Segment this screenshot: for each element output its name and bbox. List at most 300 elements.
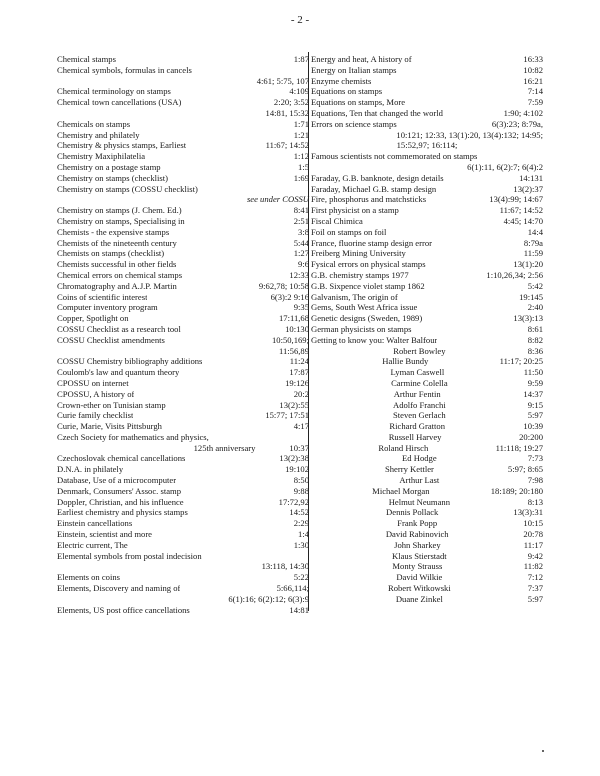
entry-topic: Freiberg Mining University xyxy=(311,248,406,259)
entry-topic: Copper, Spotlight on xyxy=(57,313,129,324)
entry-topic: Genetic designs (Sweden, 1989) xyxy=(311,313,423,324)
entry-reference: 15:52,97; 16:114; xyxy=(396,140,458,151)
entry-topic: Elements, Discovery and naming of xyxy=(57,583,181,594)
entry-topic: Chemistry Maxiphilatelia xyxy=(57,151,146,162)
index-entry xyxy=(57,400,309,411)
entry-reference: 5:97 xyxy=(527,410,543,421)
index-entry xyxy=(311,97,543,108)
entry-reference: 10:121; 12:33, 13(1):20, 13(4):132; 14:95; xyxy=(396,129,543,140)
entry-reference: 7:59 xyxy=(527,97,543,108)
entry-topic: Fysical errors on physical stamps xyxy=(311,259,426,270)
entry-topic: Energy on Italian stamps xyxy=(311,64,397,75)
index-entry xyxy=(57,248,309,259)
entry-topic: Fire, phosphorus and matchsticks xyxy=(311,194,427,205)
entry-reference: 6(3):23; 8:79a, xyxy=(491,118,543,129)
entry-reference: 4:17 xyxy=(293,421,309,432)
entry-topic: Chemistry on stamps (COSSU checklist) xyxy=(57,183,198,194)
entry-reference: 1:71 xyxy=(293,118,309,129)
entry-topic: COSSU Chemistry bibliography additions xyxy=(57,356,203,367)
reference-continuation xyxy=(57,76,309,87)
index-entry xyxy=(311,313,543,324)
person-entry xyxy=(311,378,543,389)
entry-reference: 14:4 xyxy=(527,226,543,237)
entry-topic: Chemical stamps xyxy=(57,54,116,64)
index-entry xyxy=(57,356,309,367)
person-name: Roland Hirsch xyxy=(378,442,429,453)
person-name: Richard Gratton xyxy=(389,421,446,432)
entry-reference: 6(3):2 9:16 xyxy=(270,291,309,302)
index-entry xyxy=(311,54,543,65)
entry-reference: 9:35 xyxy=(293,302,309,313)
entry-reference: see under COSSU xyxy=(246,194,309,205)
index-entry xyxy=(311,324,543,335)
person-name: Hallie Bundy xyxy=(382,356,429,367)
entry-topic: Chemistry on a postage stamp xyxy=(57,161,161,172)
entry-topic: Einstein cancellations xyxy=(57,518,133,529)
entry-reference: 7:14 xyxy=(527,86,543,97)
person-entry xyxy=(311,421,543,432)
entry-reference: 10:37 xyxy=(289,442,309,453)
entry-topic: Curie, Marie, Visits Pittsburgh xyxy=(57,421,162,432)
index-entry xyxy=(57,162,309,173)
index-entry xyxy=(57,281,309,292)
entry-reference: 13(2):38 xyxy=(279,453,309,464)
entry-topic: Galvanism, The origin of xyxy=(311,291,398,302)
entry-topic: Equations, Ten that changed the world xyxy=(311,107,443,118)
index-entry xyxy=(311,216,543,227)
entry-reference: 11:17 xyxy=(523,539,543,550)
index-entry xyxy=(57,335,309,346)
entry-reference: 9:62,78; 10:58 xyxy=(258,280,309,291)
entry-reference: 1:90; 4:102 xyxy=(503,107,543,118)
reference-continuation xyxy=(57,346,309,357)
index-entry xyxy=(57,497,309,508)
entry-reference: 1:12 xyxy=(293,151,309,162)
entry-reference: 19:102 xyxy=(285,464,309,475)
entry-reference: 6(1):11, 6(2):7; 6(4):2 xyxy=(467,161,543,172)
entry-topic: Chemical town cancellations (USA) xyxy=(57,97,182,108)
entry-reference: 14:81 xyxy=(289,604,309,615)
person-entry xyxy=(311,551,543,562)
entry-topic: Earliest chemistry and physics stamps xyxy=(57,507,188,518)
entry-topic: Czechoslovak chemical cancellations xyxy=(57,453,186,464)
entry-topic: COSSU Checklist amendments xyxy=(57,334,165,345)
scan-speck xyxy=(542,750,544,752)
entry-topic: Chemistry on stamps, Specialising in xyxy=(57,215,185,226)
entry-topic: Chemists successful in other fields xyxy=(57,259,177,270)
person-entry xyxy=(311,518,543,529)
index-entry xyxy=(311,205,543,216)
entry-topic: Chemists on stamps (checklist) xyxy=(57,248,165,259)
entry-topic: Denmark, Consumers' Assoc. stamp xyxy=(57,485,181,496)
entry-topic: Coulomb's law and quantum theory xyxy=(57,367,180,378)
entry-topic: Chromatography and A.J.P. Martin xyxy=(57,280,177,291)
index-entry xyxy=(57,389,309,400)
entry-reference: 13(1):20 xyxy=(513,259,543,270)
index-entry xyxy=(57,270,309,281)
entry-reference: 1:87 xyxy=(293,54,309,64)
entry-topic: G.B. chemistry stamps 1977 xyxy=(311,269,409,280)
index-entry xyxy=(311,248,543,259)
entry-reference: 20:2 xyxy=(293,388,309,399)
entry-topic: Famous scientists not commemorated on stamps xyxy=(311,151,478,162)
entry-topic: Czech Society for mathematics and physics, xyxy=(57,431,209,442)
reference-continuation xyxy=(311,162,543,173)
person-entry xyxy=(311,410,543,421)
index-entry xyxy=(311,292,543,303)
entry-topic: Computer inventory program xyxy=(57,302,158,313)
entry-reference: 11:67; 14:52 xyxy=(265,140,309,151)
index-entry xyxy=(57,410,309,421)
index-entry xyxy=(57,184,309,195)
entry-reference: 5:97; 8:65 xyxy=(507,464,543,475)
entry-reference: 5:44 xyxy=(293,237,309,248)
entry-topic: Equations on stamps, More xyxy=(311,97,406,108)
entry-reference: 7:12 xyxy=(527,572,543,583)
entry-reference: 11:24 xyxy=(289,356,309,367)
person-entry xyxy=(311,540,543,551)
index-entry xyxy=(311,194,543,205)
entry-reference: 1:5 xyxy=(298,161,309,172)
index-entry xyxy=(57,421,309,432)
index-entry xyxy=(311,302,543,313)
index-entry-continuation xyxy=(57,443,309,454)
reference-continuation xyxy=(57,594,309,605)
entry-reference: 10:15 xyxy=(523,518,543,529)
entry-topic: Chemists of the nineteenth century xyxy=(57,237,177,248)
entry-reference: 5:97 xyxy=(527,593,543,604)
person-name: Sherry Kettler xyxy=(384,464,434,475)
entry-reference: 14:52 xyxy=(289,507,309,518)
person-entry xyxy=(311,572,543,583)
index-entry xyxy=(57,378,309,389)
entry-topic: Chemists - the expensive stamps xyxy=(57,226,170,237)
entry-topic: Curie family checklist xyxy=(57,410,134,421)
entry-reference: 16:33 xyxy=(523,54,543,64)
index-entry xyxy=(57,313,309,324)
entry-reference: 11:59 xyxy=(523,248,543,259)
reference-continuation xyxy=(57,561,309,572)
person-name: Klaus Stierstadt xyxy=(392,550,447,561)
index-entry xyxy=(57,529,309,540)
person-entry xyxy=(311,356,543,367)
reference-continuation xyxy=(57,108,309,119)
entry-reference: 9:15 xyxy=(527,399,543,410)
entry-topic: Equations on stamps xyxy=(311,86,383,97)
index-entry xyxy=(57,605,309,616)
entry-reference: 14:37 xyxy=(523,388,543,399)
entry-topic: Enzyme chemists xyxy=(311,75,372,86)
index-entry xyxy=(311,270,543,281)
index-entry xyxy=(57,432,309,443)
index-entry xyxy=(57,486,309,497)
index-entry xyxy=(57,324,309,335)
entry-topic: Chemistry and philately xyxy=(57,129,140,140)
entry-reference: 13(3):13 xyxy=(513,313,543,324)
index-entry xyxy=(57,54,309,65)
entry-reference: 5:66,114; xyxy=(276,583,309,594)
entry-reference: 13:118, 14:30 xyxy=(261,561,309,572)
index-entry xyxy=(311,173,543,184)
entry-topic: D.N.A. in philately xyxy=(57,464,124,475)
entry-reference: 19:126 xyxy=(285,377,309,388)
index-entry xyxy=(311,65,543,76)
entry-topic: Errors on science stamps xyxy=(311,118,397,129)
person-name: Arthur Last xyxy=(399,475,440,486)
person-entry xyxy=(311,400,543,411)
person-entry xyxy=(311,453,543,464)
index-entry xyxy=(57,464,309,475)
index-entry xyxy=(311,335,543,346)
person-entry xyxy=(311,507,543,518)
index-entry xyxy=(311,76,543,87)
entry-reference: 11:67; 14:52 xyxy=(499,205,543,216)
entry-topic: German physicists on stamps xyxy=(311,323,412,334)
entry-reference: 3:8 xyxy=(298,226,309,237)
index-entry xyxy=(57,238,309,249)
index-entry xyxy=(311,151,543,162)
entry-topic: Elements, US post office cancellations xyxy=(57,604,190,615)
entry-topic: Electric current, The xyxy=(57,539,128,550)
index-entry xyxy=(57,453,309,464)
entry-topic: Coins of scientific interest xyxy=(57,291,148,302)
entry-reference: 9:42 xyxy=(527,550,543,561)
entry-topic: G.B. Sixpence violet stamp 1862 xyxy=(311,280,425,291)
entry-reference: 6(1):16; 6(2):12; 6(3):9 xyxy=(228,593,309,604)
index-entry xyxy=(57,292,309,303)
person-entry xyxy=(311,443,543,454)
entry-reference: 9:6 xyxy=(298,259,309,270)
entry-reference: 15:77; 17:51 xyxy=(265,410,309,421)
index-entry xyxy=(57,583,309,594)
entry-reference: 8:36 xyxy=(527,345,543,356)
index-entry xyxy=(311,119,543,130)
index-column-right xyxy=(311,54,543,605)
index-entry xyxy=(57,65,309,76)
index-entry xyxy=(57,507,309,518)
entry-reference: 13(2):37 xyxy=(513,183,543,194)
entry-reference: 18:189; 20:180 xyxy=(490,485,543,496)
index-entry xyxy=(57,140,309,151)
index-entry xyxy=(311,184,543,195)
person-name: Dennis Pollack xyxy=(386,507,439,518)
entry-topic: Chemical terminology on stamps xyxy=(57,86,171,97)
entry-topic: Chemistry on stamps (J. Chem. Ed.) xyxy=(57,205,182,216)
entry-reference: 8:50 xyxy=(293,475,309,486)
entry-reference: 1:69 xyxy=(293,172,309,183)
entry-reference: 16:21 xyxy=(523,75,543,86)
entry-topic: Faraday, Michael G.B. stamp design xyxy=(311,183,437,194)
index-entry xyxy=(57,173,309,184)
index-entry xyxy=(57,86,309,97)
entry-topic: CPOSSU on internet xyxy=(57,377,129,388)
entry-topic: Database, Use of a microcomputer xyxy=(57,475,177,486)
person-name: Monty Strauss xyxy=(392,561,443,572)
entry-topic: Crown-ether on Tunisian stamp xyxy=(57,399,166,410)
entry-reference: 20:200 xyxy=(519,431,543,442)
entry-topic: Chemical symbols, formulas in cancels xyxy=(57,64,192,75)
person-name: Russell Harvey xyxy=(388,431,442,442)
entry-reference: 5:42 xyxy=(527,280,543,291)
entry-reference: 7:73 xyxy=(527,453,543,464)
index-entry xyxy=(57,302,309,313)
person-entry xyxy=(311,497,543,508)
entry-topic: Gems, South West Africa issue xyxy=(311,302,418,313)
entry-reference: 8:79a xyxy=(523,237,543,248)
entry-reference: 17:87 xyxy=(289,367,309,378)
entry-reference: 1:30 xyxy=(293,539,309,550)
entry-reference: 5:22 xyxy=(293,572,309,583)
person-name: Carmine Colella xyxy=(391,377,448,388)
entry-reference: 17:11,68 xyxy=(279,313,309,324)
index-entry xyxy=(57,227,309,238)
index-entry xyxy=(57,551,309,562)
entry-reference: 14:131 xyxy=(519,172,543,183)
entry-topic: Getting to know you: Walter Balfour xyxy=(311,334,438,345)
index-entry xyxy=(57,205,309,216)
entry-topic: Chemistry & physics stamps, Earliest xyxy=(57,140,187,151)
person-entry xyxy=(311,529,543,540)
entry-topic: Elemental symbols from postal indecision xyxy=(57,550,202,561)
entry-reference: 8:61 xyxy=(527,323,543,334)
entry-topic: Energy and heat, A history of xyxy=(311,54,412,64)
index-entry xyxy=(311,86,543,97)
entry-reference: 4:45; 14:70 xyxy=(503,215,543,226)
person-entry xyxy=(311,432,543,443)
index-entry xyxy=(57,259,309,270)
entry-topic: France, fluorine stamp design error xyxy=(311,237,432,248)
index-entry xyxy=(311,281,543,292)
entry-topic: Chemicals on stamps xyxy=(57,118,131,129)
index-entry xyxy=(311,238,543,249)
person-name: Adolfo Franchi xyxy=(392,399,446,410)
entry-reference: 2:20; 3:52 xyxy=(273,97,309,108)
entry-topic: COSSU Checklist as a research tool xyxy=(57,323,181,334)
index-entry xyxy=(57,475,309,486)
entry-topic: Doppler, Christian, and his influence xyxy=(57,496,184,507)
person-entry xyxy=(311,486,543,497)
reference-continuation xyxy=(311,140,543,151)
person-name: David Wilkie xyxy=(396,572,443,583)
person-name: Frank Popp xyxy=(397,518,438,529)
index-entry xyxy=(311,227,543,238)
entry-reference: 4:61; 5:75, 107 xyxy=(256,75,309,86)
entry-topic-continuation: 125th anniversary xyxy=(193,442,256,453)
person-name: Ed Hodge xyxy=(402,453,437,464)
reference-continuation xyxy=(57,194,309,205)
entry-reference: 1:10,26,34; 2:56 xyxy=(486,269,543,280)
entry-reference: 4:109 xyxy=(289,86,309,97)
entry-reference: 11:17; 20:25 xyxy=(499,356,543,367)
entry-reference: 11:82 xyxy=(523,561,543,572)
entry-reference: 13(4):99; 14:67 xyxy=(489,194,543,205)
entry-topic: Chemistry on stamps (checklist) xyxy=(57,172,168,183)
person-name: Robert Bowley xyxy=(393,345,446,356)
entry-reference: 2:40 xyxy=(527,302,543,313)
entry-reference: 10:82 xyxy=(523,64,543,75)
entry-topic: Einstein, scientist and more xyxy=(57,529,152,540)
entry-reference: 8:13 xyxy=(527,496,543,507)
entry-topic: Faraday, G.B. banknote, design details xyxy=(311,172,444,183)
person-name: Duane Zinkel xyxy=(395,593,443,604)
entry-reference: 14:81, 15:32 xyxy=(265,107,309,118)
entry-reference: 1:21 xyxy=(293,129,309,140)
index-entry xyxy=(57,367,309,378)
index-entry xyxy=(57,119,309,130)
entry-reference: 2:51 xyxy=(293,215,309,226)
entry-reference: 8:41 xyxy=(293,205,309,216)
person-name: Helmut Neumann xyxy=(388,496,451,507)
entry-topic: Elements on coins xyxy=(57,572,121,583)
entry-topic: First physicist on a stamp xyxy=(311,205,399,216)
entry-reference: 7:98 xyxy=(527,475,543,486)
person-name: Michael Morgan xyxy=(372,485,430,496)
person-entry xyxy=(311,594,543,605)
entry-reference: 7:37 xyxy=(527,583,543,594)
entry-reference: 19:145 xyxy=(519,291,543,302)
entry-reference: 9:59 xyxy=(527,377,543,388)
person-entry xyxy=(311,583,543,594)
entry-reference: 10:130 xyxy=(285,323,309,334)
index-entry xyxy=(57,97,309,108)
person-name: Arthur Fentin xyxy=(393,388,441,399)
entry-topic: Foil on stamps on foil xyxy=(311,226,387,237)
index-entry xyxy=(57,518,309,529)
person-name: Steven Gerlach xyxy=(392,410,446,421)
entry-reference: 8:82 xyxy=(527,334,543,345)
page-number: - 2 - xyxy=(290,14,310,26)
person-name: David Rabinovich xyxy=(385,529,449,540)
entry-reference: 1:27 xyxy=(293,248,309,259)
entry-topic: CPOSSU, A history of xyxy=(57,388,135,399)
entry-reference: 12:33 xyxy=(289,269,309,280)
entry-reference xyxy=(539,151,543,162)
entry-reference: 9:88 xyxy=(293,485,309,496)
entry-reference: 2:29 xyxy=(293,518,309,529)
index-entry xyxy=(57,151,309,162)
index-column-left xyxy=(57,54,309,615)
entry-reference: 10:39 xyxy=(523,421,543,432)
person-entry xyxy=(311,367,543,378)
entry-topic: Chemical errors on chemical stamps xyxy=(57,269,183,280)
entry-reference: 13(2):55 xyxy=(279,399,309,410)
index-entry xyxy=(57,216,309,227)
index-entry xyxy=(57,572,309,583)
person-entry xyxy=(311,389,543,400)
entry-reference: 1:4 xyxy=(298,529,309,540)
entry-reference: 10:50,169; xyxy=(271,334,309,345)
person-entry xyxy=(311,346,543,357)
person-entry xyxy=(311,475,543,486)
person-name: Lyman Caswell xyxy=(390,367,445,378)
index-entry xyxy=(311,259,543,270)
index-entry xyxy=(57,130,309,141)
entry-reference: 13(3):31 xyxy=(513,507,543,518)
entry-reference: 20:78 xyxy=(523,529,543,540)
entry-topic: Fiscal Chimica xyxy=(311,215,363,226)
entry-reference: 11:118; 19:27 xyxy=(495,442,543,453)
person-name: John Sharkey xyxy=(394,539,441,550)
index-entry xyxy=(311,108,543,119)
person-entry xyxy=(311,464,543,475)
person-entry xyxy=(311,561,543,572)
entry-reference: 11:56,89 xyxy=(279,345,309,356)
entry-reference: 11:50 xyxy=(523,367,543,378)
reference-continuation xyxy=(311,130,543,141)
entry-reference: 17:72,92 xyxy=(278,496,309,507)
index-entry xyxy=(57,540,309,551)
person-name: Robert Witkowski xyxy=(387,583,451,594)
